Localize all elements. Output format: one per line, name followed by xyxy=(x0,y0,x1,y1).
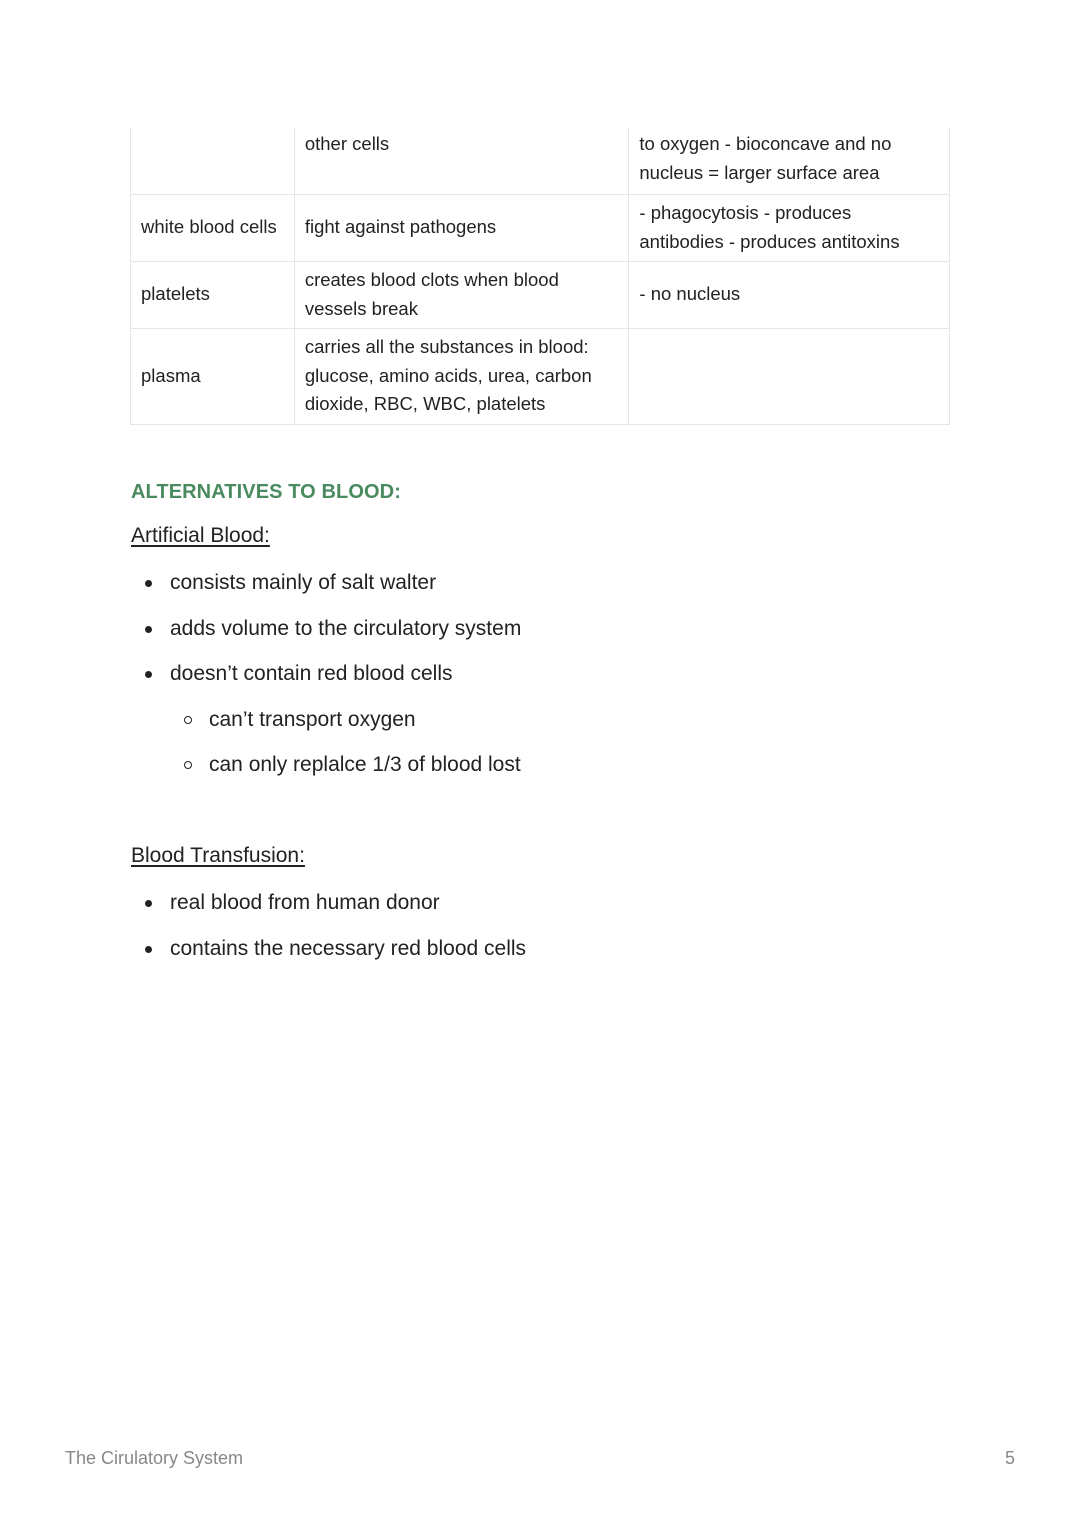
table-cell-function: creates blood clots when blood vessels break xyxy=(294,261,629,328)
list-item-text: can only replalce 1/3 of blood lost xyxy=(209,753,521,776)
table-cell-name: platelets xyxy=(131,261,295,328)
table-row xyxy=(131,194,950,261)
table-cell-adaptations: to oxygen - bioconcave and no nucleus = larger surface area xyxy=(629,128,950,194)
table-cell-adaptations: - no nucleus xyxy=(629,261,950,328)
table-cell-function: other cells xyxy=(294,128,629,194)
table-row xyxy=(131,328,950,424)
list-item-text: real blood from human donor xyxy=(170,891,440,914)
bullet-icon xyxy=(145,580,152,587)
bullet-icon xyxy=(145,900,152,907)
table-cell-name: plasma xyxy=(131,328,295,424)
list-item-text: can’t transport oxygen xyxy=(209,707,416,731)
table-cell-name xyxy=(131,128,295,194)
footer-document-title: The Cirulatory System xyxy=(65,1448,244,1468)
page-number: 5 xyxy=(1004,1448,1015,1468)
section-title: ALTERNATIVES TO BLOOD: xyxy=(131,481,401,503)
list-item-text: consists mainly of salt walter xyxy=(170,571,437,594)
blood-transfusion-heading: Blood Transfusion: xyxy=(131,844,305,867)
artificial-blood-heading: Artificial Blood: xyxy=(131,524,270,547)
list-item-text: doesn’t contain red blood cells xyxy=(170,662,453,685)
table-row xyxy=(131,128,950,194)
blood-components-table xyxy=(130,128,950,425)
bullet-icon xyxy=(145,626,152,633)
bullet-icon xyxy=(145,946,152,953)
table-cell-adaptations xyxy=(629,328,950,424)
table-cell-function: fight against pathogens xyxy=(294,194,629,261)
table-cell-name: white blood cells xyxy=(131,194,295,261)
table-row xyxy=(131,261,950,328)
table-cell-adaptations: - phagocytosis - produces antibodies - produces antitoxins xyxy=(629,194,950,261)
bullet-icon xyxy=(145,671,152,678)
list-item-text: contains the necessary red blood cells xyxy=(170,936,527,960)
table-cell-function: carries all the substances in blood: glucose, amino acids, urea, carbon dioxide, RBC, WBC, platelets xyxy=(294,328,629,424)
hollow-bullet-icon xyxy=(184,761,192,769)
hollow-bullet-icon xyxy=(184,716,192,724)
list-item-text: adds volume to the circulatory system xyxy=(170,616,522,640)
